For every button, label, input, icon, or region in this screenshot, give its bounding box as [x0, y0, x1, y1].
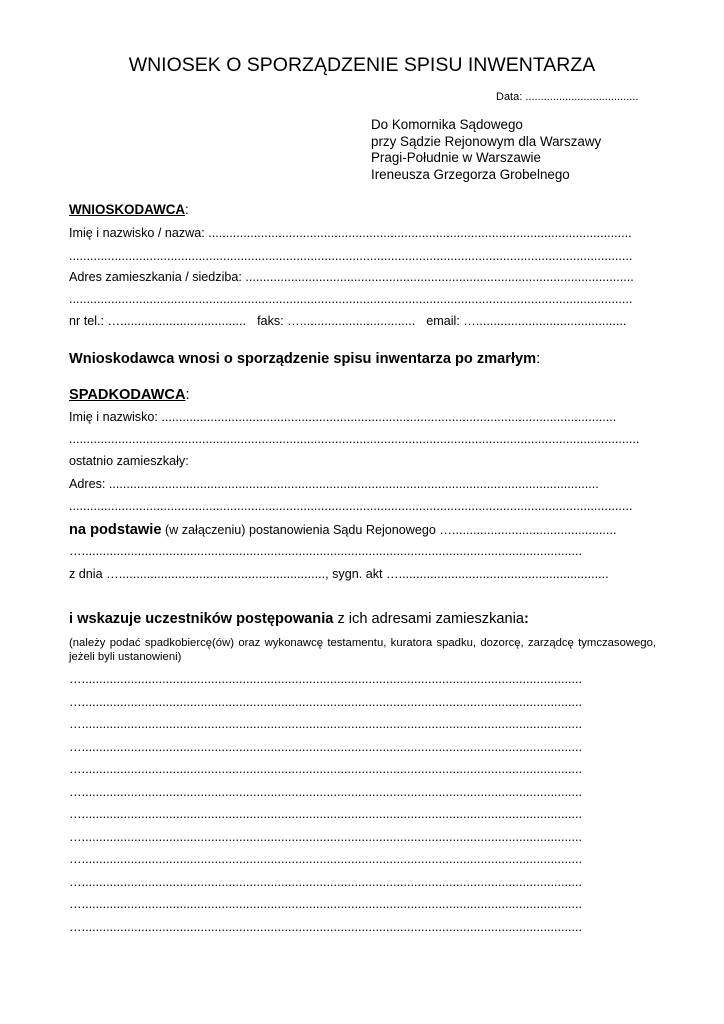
decedent-heading: [69, 386, 190, 404]
participant-line[interactable]: …...............................................................................................................................................: [69, 717, 582, 731]
participant-line[interactable]: …...............................................................................................................................................: [69, 875, 582, 889]
applicant-heading: [69, 202, 189, 218]
participant-line[interactable]: …...............................................................................................................................................: [69, 695, 582, 709]
decedent-heading-label: SPADKODAWCA: [69, 387, 186, 403]
participants-heading-colon: :: [524, 611, 529, 627]
applicant-name-field-continued[interactable]: .................................................................................................................................................................: [69, 249, 633, 263]
applicant-contact-row: [69, 314, 626, 329]
participants-note: (należy podać spadkobiercę(ów) oraz wykonawcę testamentu, kuratora spadku, dozorcę, zarządcę tymczasowego, jeżeli byli ustanowieni): [69, 637, 656, 663]
applicant-heading-label: WNIOSKODAWCA: [69, 202, 186, 217]
decedent-name-field[interactable]: Imię i nazwisko: ..................................................................................................................................: [69, 410, 617, 424]
addressee-line: przy Sądzie Rejonowym dla Warszawy: [371, 133, 602, 149]
participant-line[interactable]: …...............................................................................................................................................: [69, 920, 582, 934]
participant-line[interactable]: …...............................................................................................................................................: [69, 740, 582, 754]
participant-line[interactable]: …...............................................................................................................................................: [69, 785, 582, 799]
addressee-block: [371, 117, 601, 183]
document-title: WNIOSEK O SPORZĄDZENIE SPISU INWENTARZA: [128, 54, 596, 76]
basis-row: [69, 521, 616, 539]
basis-label: na podstawie: [69, 522, 162, 538]
participant-line[interactable]: …...............................................................................................................................................: [69, 672, 582, 686]
request-statement-colon: :: [536, 351, 541, 367]
addressee-line: Ireneusza Grzegorza Grobelnego: [371, 166, 570, 182]
applicant-address-field-continued[interactable]: .................................................................................................................................................................: [69, 292, 633, 306]
participant-line[interactable]: …...............................................................................................................................................: [69, 830, 582, 844]
participants-heading-normal: z ich adresami zamieszkania: [333, 611, 524, 627]
participant-line[interactable]: …...............................................................................................................................................: [69, 807, 582, 821]
basis-field-continued[interactable]: …...............................................................................................................................................: [69, 544, 582, 558]
participant-line[interactable]: …...............................................................................................................................................: [69, 762, 582, 776]
last-residence-label: ostatnio zamieszkały:: [69, 454, 189, 468]
phone-field[interactable]: nr tel.: …....................................: [69, 314, 247, 328]
decedent-address-field[interactable]: Adres: ............................................................................................................................................: [69, 477, 599, 491]
applicant-address-field[interactable]: Adres zamieszkania / siedziba: ...............................................................................................................: [69, 270, 634, 284]
request-statement: [69, 350, 540, 368]
applicant-heading-colon: :: [185, 202, 189, 217]
fax-field[interactable]: faks: ….................................: [257, 314, 416, 328]
applicant-name-field[interactable]: Imię i nazwisko / nazwa: .........................................................................................................................: [69, 226, 632, 240]
addressee-line: Pragi-Południe w Warszawie: [371, 150, 541, 165]
request-statement-text: Wnioskodawca wnosi o sporządzenie spisu inwentarza po zmarłym: [69, 351, 537, 367]
participant-line[interactable]: …...............................................................................................................................................: [69, 897, 582, 911]
decedent-name-field-continued[interactable]: ...................................................................................................................................................................: [69, 432, 640, 446]
participants-heading: [69, 610, 529, 628]
decedent-address-field-continued[interactable]: .................................................................................................................................................................: [69, 499, 633, 513]
date-field[interactable]: Data: .....................................: [496, 91, 639, 103]
participant-line[interactable]: …...............................................................................................................................................: [69, 852, 582, 866]
participants-heading-bold: i wskazuje uczestników postępowania: [69, 611, 334, 627]
basis-date-signature-field[interactable]: z dnia …..........................................................., sygn. akt …............................................................: [69, 567, 609, 581]
email-field[interactable]: email: …...........................................: [426, 314, 627, 328]
addressee-line: Do Komornika Sądowego: [371, 117, 523, 132]
decedent-heading-colon: :: [185, 387, 190, 403]
basis-court-field[interactable]: (w załączeniu) postanowienia Sądu Rejonowego …...............................................: [161, 523, 617, 537]
